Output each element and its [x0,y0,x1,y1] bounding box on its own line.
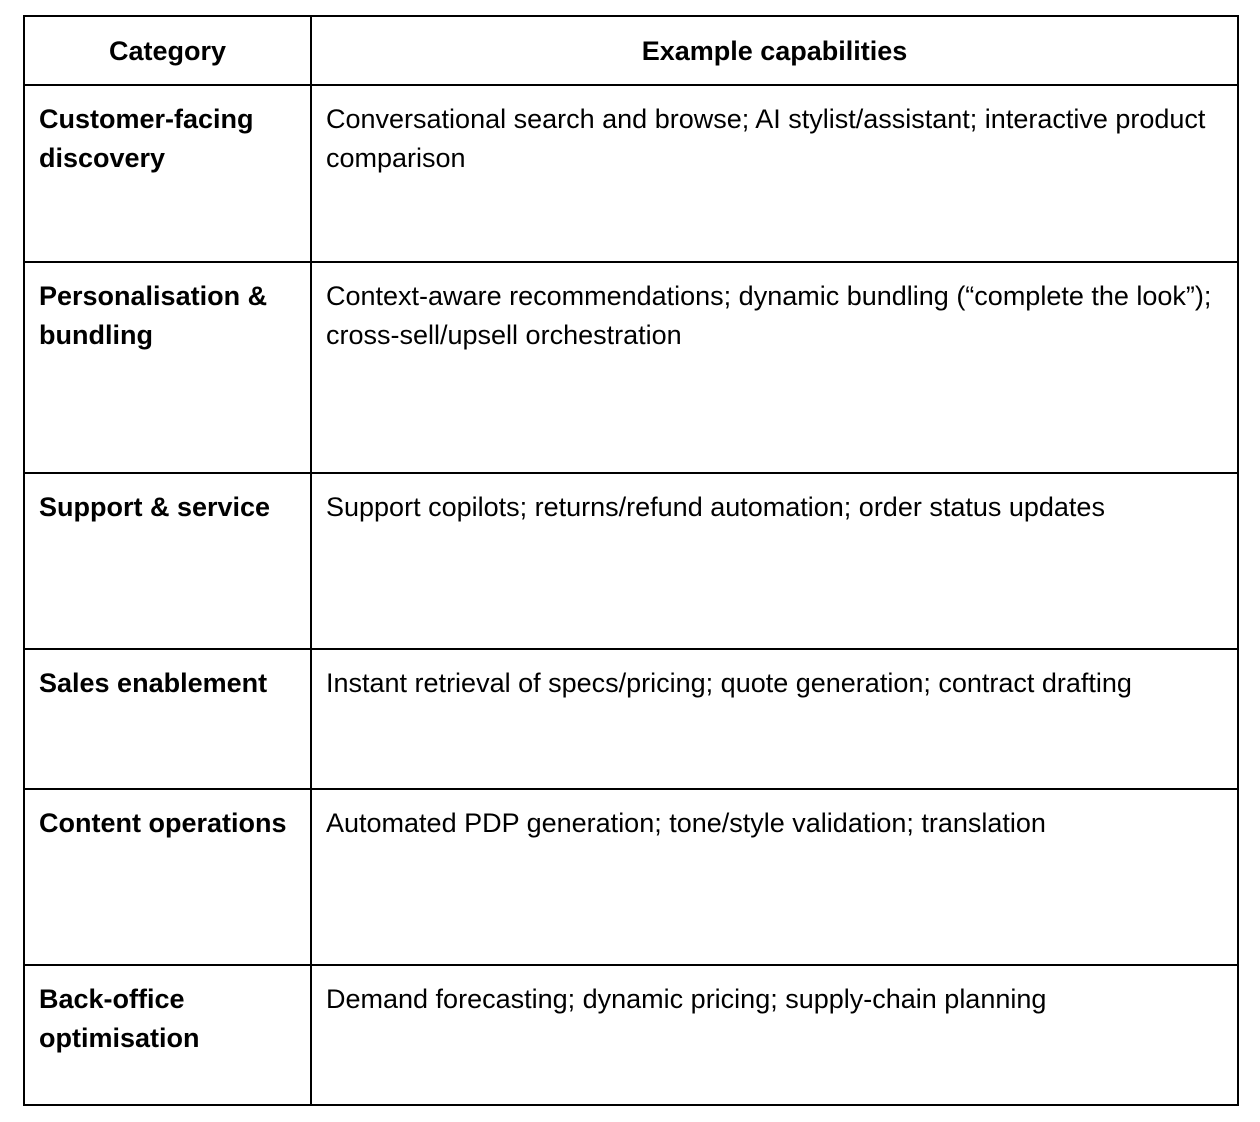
examples-cell: Instant retrieval of specs/pricing; quote generation; contract drafting [311,649,1238,789]
category-cell: Personalisation & bundling [24,262,311,473]
capabilities-table [23,15,1239,1106]
category-cell: Customer-facing discovery [24,85,311,262]
category-cell: Sales enablement [24,649,311,789]
examples-cell: Demand forecasting; dynamic pricing; supply-chain planning [311,965,1238,1105]
examples-cell: Conversational search and browse; AI stylist/assistant; interactive product comparison [311,85,1238,262]
category-cell: Support & service [24,473,311,649]
table-row [24,262,1238,473]
table-row [24,85,1238,262]
table-header-row [24,16,1238,85]
table-row [24,473,1238,649]
table-row [24,789,1238,965]
table-row [24,649,1238,789]
category-cell: Back-office optimisation [24,965,311,1105]
table-row [24,965,1238,1105]
category-cell: Content operations [24,789,311,965]
examples-cell: Automated PDP generation; tone/style validation; translation [311,789,1238,965]
examples-cell: Context-aware recommendations; dynamic bundling (“complete the look”); cross-sell/upsell orchestration [311,262,1238,473]
header-category: Category [24,16,311,85]
header-example-capabilities: Example capabilities [311,16,1238,85]
examples-cell: Support copilots; returns/refund automation; order status updates [311,473,1238,649]
